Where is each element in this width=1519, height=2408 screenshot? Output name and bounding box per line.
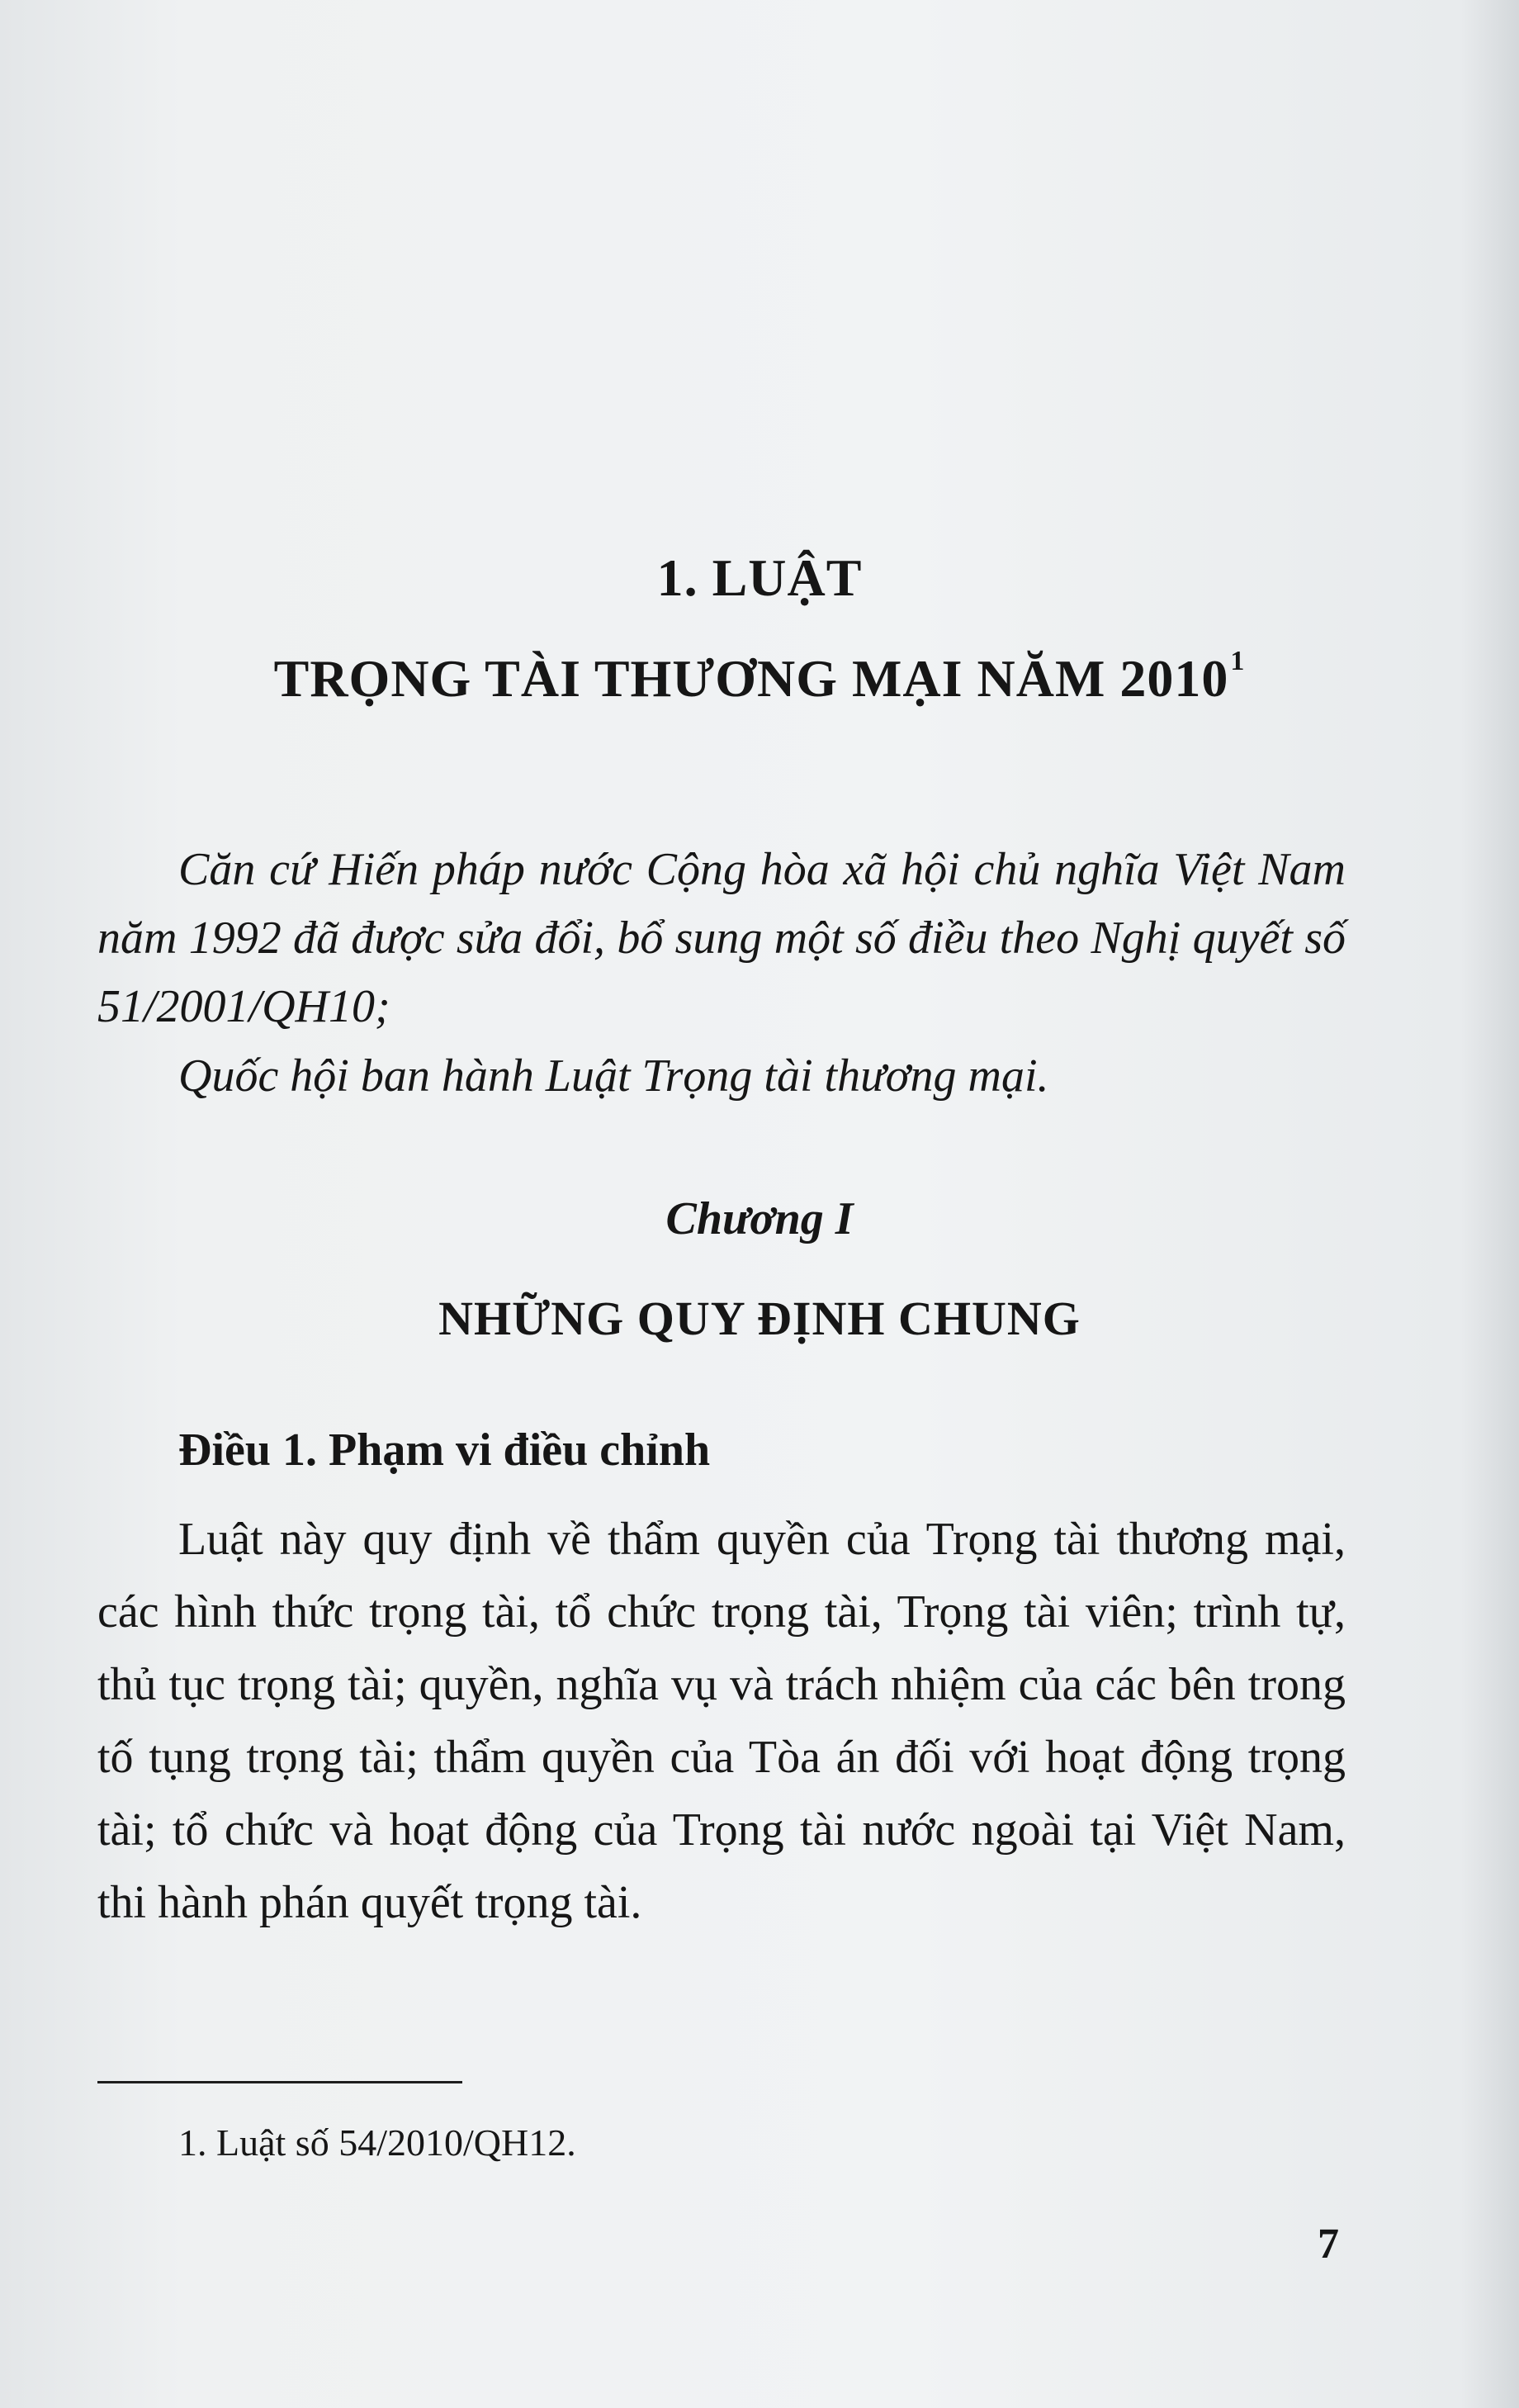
preamble-enactment: Quốc hội ban hành Luật Trọng tài thương mại.: [178, 1050, 1049, 1102]
law-title-text: TRỌNG TÀI THƯƠNG MẠI NĂM 2010: [273, 649, 1229, 708]
page-number: 7: [1318, 2221, 1339, 2268]
article-heading: Điều 1. Phạm vi điều chỉnh: [178, 1424, 711, 1476]
footnote: 1. Luật số 54/2010/QH12.: [178, 2121, 576, 2164]
preamble-legal-basis: Căn cứ Hiến pháp nước Cộng hòa xã hội chủ nghĩa Việt Nam năm 1992 đã được sửa đổi, bổ sung một số điều theo Nghị quyết số 51/2001/QH10;: [97, 844, 1346, 1032]
footnote-divider: [97, 2081, 462, 2083]
chapter-label: Chương I: [665, 1193, 854, 1244]
law-number: 1. LUẬT: [656, 548, 863, 607]
article-body: Luật này quy định về thẩm quyền của Trọng tài thương mại, các hình thức trọng tài, tổ chức trọng tài, Trọng tài viên; trình tự, thủ tục trọng tài; quyền, nghĩa vụ và trách nhiệm của các bên trong tố tụng trọng tài; thẩm quyền của Tòa án đối với hoạt động trọng tài; tổ chức và hoạt động của Trọng tài nước ngoài tại Việt Nam, thi hành phán quyết trọng tài.: [97, 1514, 1346, 1928]
chapter-title: NHỮNG QUY ĐỊNH CHUNG: [438, 1292, 1081, 1345]
law-title: [0, 646, 1519, 708]
footnote-mark: 1: [1230, 646, 1246, 676]
